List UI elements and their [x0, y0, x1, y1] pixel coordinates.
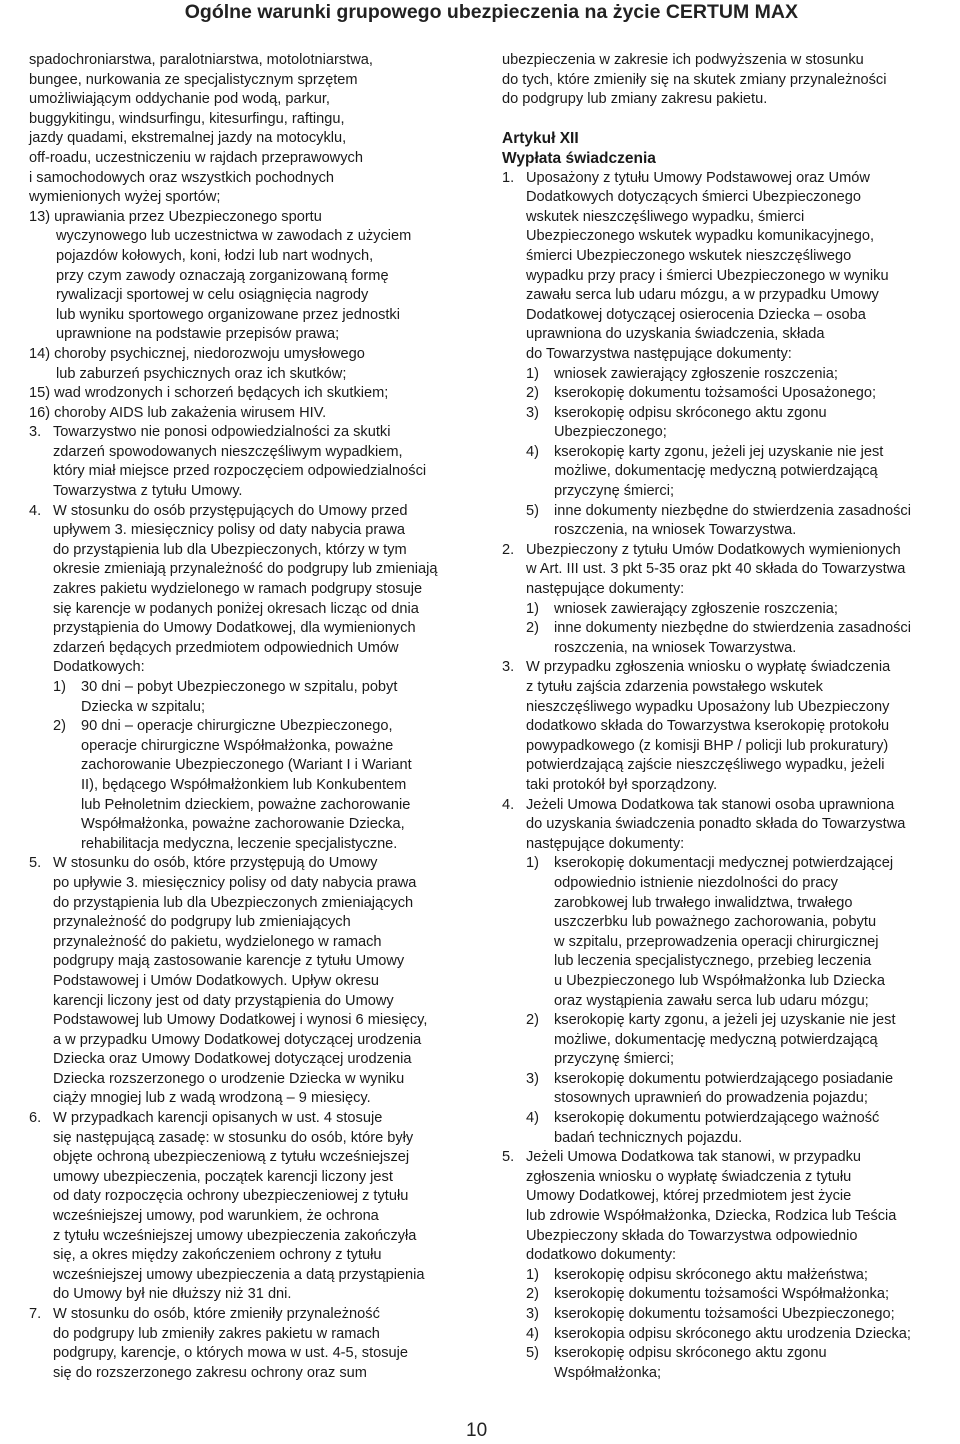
text-line: off-roadu, uczestniczeniu w rajdach przeprawowych	[29, 149, 363, 166]
text-line	[502, 169, 942, 189]
text-line: a w przypadku Umowy Dodatkowej dotyczącej urodzenia	[53, 1031, 422, 1048]
article-heading: Wypłata świadczenia	[502, 149, 656, 167]
text-line	[502, 365, 942, 385]
list-item-number: 1)	[53, 679, 66, 695]
text-line: odpowiednio istnienie niezdolności do pracy	[554, 874, 838, 891]
text-line: 14) choroby psychicznej, niedorozwoju umysłowego	[29, 345, 365, 362]
text-line: zarobkowej lub trwałego inwalidztwa, trwałego	[554, 894, 853, 911]
list-item-text: inne dokumenty niezbędne do stwierdzenia zasadności	[554, 620, 911, 637]
text-line: zgłoszenia wniosku o wypłatę świadczenia z tytułu	[526, 1168, 852, 1185]
text-line: umowy ubezpieczenia, początek karencji liczony jest	[53, 1168, 393, 1185]
text-line	[29, 854, 465, 874]
text-line: do Umowy był nie dłuższy niż 31 dni.	[53, 1286, 292, 1303]
text-line: podgrupy mają zastosowanie karencje z tytułu Umowy	[53, 953, 405, 970]
text-line: do podgrupy lub zmiany zakresu pakietu.	[502, 91, 768, 108]
list-item-number: 3)	[526, 1306, 539, 1322]
list-item-number: 2)	[526, 620, 539, 637]
paragraph-number: 4.	[502, 796, 515, 813]
text-line	[502, 796, 942, 816]
paragraph-text: W przypadku zgłoszenia wniosku o wypłatę świadczenia	[526, 659, 891, 676]
text-line	[29, 717, 465, 737]
text-line: przy czym zawody oznaczają zorganizowaną formę	[56, 267, 389, 284]
text-line: roszczenia, na wniosek Towarzystwa.	[554, 639, 797, 656]
paragraph-text: Ubezpieczony z tytułu Umów Dodatkowych wymienionych	[526, 541, 901, 558]
paragraph-text: W stosunku do osób, które zmieniły przynależność	[53, 1306, 380, 1322]
text-line: wskutek nieszczęśliwego wypadku, śmierci	[526, 208, 805, 225]
text-line: u Ubezpieczonego lub Współmałżonka lub Dziecka	[554, 972, 885, 989]
list-item-number: 3)	[526, 1070, 539, 1087]
text-line: bungee, nurkowania ze specjalistycznym sprzętem	[29, 71, 358, 88]
right-column	[502, 51, 942, 1383]
text-line	[29, 678, 465, 698]
list-item-number: 2)	[53, 718, 66, 735]
text-line: w szpitalu, przeprowadzenia operacji chirurgicznej	[554, 933, 879, 950]
text-line: Ubezpieczonego wskutek wypadku komunikacyjnego,	[526, 228, 875, 245]
text-line: Podstawowej lub Umowy Dodatkowej i wynosi 6 miesięcy,	[53, 1012, 428, 1029]
list-item-text: kserokopię odpisu skróconego aktu zgonu	[554, 1345, 827, 1362]
text-line: przynależność do pakietu, wydzielonego w ramach	[53, 933, 382, 950]
text-line: rehabilitacja medyczna, leczenie specjalistyczne.	[81, 835, 398, 852]
text-line: do tych, które zmieniły się na skutek zmiany przynależności	[502, 71, 887, 88]
text-line: przyczynę śmierci;	[554, 1051, 675, 1068]
text-line: lub wyniku sportowego organizowane przez jednostki	[56, 306, 400, 323]
left-column	[29, 51, 465, 1383]
text-line	[502, 502, 942, 522]
list-item-text: kserokopię karty zgonu, a jeżeli jej uzyskanie nie jest	[554, 1012, 896, 1029]
paragraph-number: 5.	[502, 1149, 515, 1166]
text-line	[502, 658, 942, 678]
text-line: badań technicznych pojazdu.	[554, 1129, 743, 1146]
text-line: roszczenia, na wniosek Towarzystwa.	[554, 522, 797, 539]
text-line	[502, 1305, 942, 1325]
text-line: do Towarzystwa następujące dokumenty:	[526, 345, 792, 362]
text-line: umożliwiającym oddychanie pod wodą, parkur,	[29, 91, 330, 108]
text-line: Dziecka oraz Umowy Dodatkowej dotyczącej urodzenia	[53, 1051, 412, 1068]
list-item-number: 1)	[526, 365, 539, 382]
text-line: zdarzeń spowodowanych nieszczęśliwym wypadkiem,	[53, 443, 403, 460]
list-item-number: 5)	[526, 502, 539, 519]
text-line: rywalizacji sportowej w celu osiągnięcia nagrody	[56, 287, 369, 304]
text-line: potwierdzającą zajście nieszczęśliwego wypadku, jeżeli	[526, 757, 885, 774]
text-line	[502, 1148, 942, 1168]
list-item-text: inne dokumenty niezbędne do stwierdzenia zasadności	[554, 502, 911, 519]
text-line: 13) uprawiania przez Ubezpieczonego sportu	[29, 208, 322, 225]
text-line	[502, 619, 942, 639]
article-heading: Artykuł XII	[502, 130, 579, 148]
list-item-number: 5)	[526, 1345, 539, 1362]
paragraph-number: 2.	[502, 541, 515, 558]
text-line: operacje chirurgiczne Współmałżonka, poważne	[81, 737, 394, 754]
page-number: 10	[466, 1420, 488, 1441]
text-line: uszczerbku lub poważnego zachorowania, pobytu	[554, 914, 877, 931]
list-item-number: 2)	[526, 385, 539, 402]
list-item-number: 4)	[526, 1325, 539, 1342]
list-item-number: 1)	[526, 855, 539, 872]
text-line: zawału serca lub udaru mózgu, a w przypadku Umowy	[526, 287, 879, 304]
paragraph-number: 3.	[502, 659, 515, 676]
text-line: lub leczenia specjalistycznego, przebieg leczenia	[554, 953, 872, 970]
document-title: Ogólne warunki grupowego ubezpieczenia na życie CERTUM MAX	[184, 1, 798, 23]
text-line	[502, 384, 942, 404]
text-line: Podstawowej i Umów Dodatkowych. Upływ okresu	[53, 972, 380, 989]
text-line: buggykitingu, windsurfingu, kitesurfingu, raftingu,	[29, 110, 345, 127]
list-item-text: wniosek zawierający zgłoszenie roszczenia;	[554, 365, 838, 382]
text-line: uprawniona do uzyskania świadczenia, składa	[526, 326, 825, 343]
list-item-text: kserokopię dokumentu potwierdzającego ważność	[554, 1110, 880, 1127]
text-line	[502, 1344, 942, 1364]
text-line: pojazdów kołowych, koni, łodzi lub nart wodnych,	[56, 247, 374, 264]
text-line: wcześniejszej umowy, pod warunkiem, że ochrona	[53, 1208, 379, 1225]
list-item-number: 2)	[526, 1012, 539, 1029]
text-line: możliwe, dokumentację medyczną potwierdzającą	[554, 463, 878, 480]
paragraph-text: W stosunku do osób, które przystępują do Umowy	[53, 855, 378, 872]
text-line: przyczynę śmierci;	[554, 483, 675, 500]
spacer	[502, 110, 942, 130]
text-line	[502, 1266, 942, 1286]
text-line: podgrupy, karencje, o których mowa w ust. 4-5, stosuje	[53, 1345, 409, 1362]
text-line: możliwe, dokumentację medyczną potwierdzającą	[554, 1031, 878, 1048]
text-line: Dodatkowej dotyczącej osierocenia Dziecka – osoba	[526, 306, 866, 323]
text-line: II), będącego Współmałżonkiem lub Konkubentem	[81, 776, 407, 793]
text-line: Dziecka w szpitalu;	[81, 698, 206, 715]
paragraph-text: W stosunku do osób przystępujących do Umowy przed	[53, 502, 408, 519]
text-line: z tytułu zajścia zdarzenia powstałego wskutek	[526, 679, 823, 695]
list-item-text: kserokopię odpisu skróconego aktu zgonu	[554, 404, 827, 421]
list-item-text: kserokopię dokumentu potwierdzającego posiadanie	[554, 1070, 894, 1087]
list-item-text: kserokopię dokumentu tożsamości Uposażonego;	[554, 385, 877, 402]
text-line: się karencje w podanych poniżej okresach licząc od dnia	[53, 600, 419, 617]
text-line: do podgrupy lub zmieniły zakres pakietu w ramach	[53, 1325, 380, 1342]
text-line: taki protokół był sporządzony.	[526, 776, 718, 793]
text-line: od daty rozpoczęcia ochrony ubezpieczeniowej z tytułu	[53, 1188, 409, 1205]
text-line: wypadku przy pracy i śmierci Ubezpieczonego w wyniku	[526, 267, 889, 284]
text-line	[502, 600, 942, 620]
text-line: wcześniejszej umowy ubezpieczenia a datą przystąpienia	[53, 1266, 425, 1283]
text-line: Umowy Dodatkowej, której przedmiotem jest życie	[526, 1188, 852, 1205]
paragraph-text: Jeżeli Umowa Dodatkowa tak stanowi osoba uprawniona	[526, 796, 895, 813]
paragraph-text: W przypadkach karencji opisanych w ust. 4 stosuje	[53, 1110, 383, 1127]
paragraph-number: 6.	[29, 1110, 42, 1127]
text-line: ciąży mnogiej lub z wadą wrodzoną – 9 miesięcy.	[53, 1090, 371, 1107]
text-line: do przystąpienia lub dla Ubezpieczonych zmieniających	[53, 894, 414, 911]
paragraph-number: 5.	[29, 855, 42, 872]
text-line: objęte ochroną ubezpieczeniową z tytułu wcześniejszej	[53, 1149, 410, 1166]
paragraph-text: Uposażony z tytułu Umowy Podstawowej oraz Umów	[526, 169, 870, 186]
list-item-number: 3)	[526, 404, 539, 421]
list-item-text: kserokopię karty zgonu, jeżeli jej uzyskanie nie jest	[554, 443, 884, 460]
text-line: upływem 3. miesięcznicy polisy od daty nabycia prawa	[53, 522, 406, 539]
text-line	[502, 404, 942, 424]
text-line: przystąpienia do Umowy Dodatkowej, dla wymienionych	[53, 620, 416, 637]
text-line	[502, 1325, 942, 1345]
text-line: uprawnione na podstawie przepisów prawa;	[56, 326, 340, 343]
text-line: w Art. III ust. 3 pkt 5-35 oraz pkt 40 składa do Towarzystwa	[526, 561, 906, 578]
text-line: ubezpieczenia w zakresie ich podwyższenia w stosunku	[502, 52, 864, 68]
text-line	[502, 541, 942, 561]
text-line	[29, 502, 465, 522]
text-line	[502, 1109, 942, 1129]
text-line: spadochroniarstwa, paralotniarstwa, motolotniarstwa,	[29, 52, 373, 68]
text-line: jazdy quadami, ekstremalnej jazdy na motocyklu,	[29, 130, 347, 147]
text-line: Dodatkowych:	[53, 659, 145, 676]
text-line	[502, 443, 942, 463]
text-line	[29, 1109, 465, 1129]
text-line: Współmałżonka;	[554, 1364, 662, 1381]
paragraph-number: 1.	[502, 169, 515, 186]
text-line	[29, 423, 465, 443]
list-item-text: kserokopię dokumentu tożsamości Współmałżonka;	[554, 1286, 889, 1303]
text-line: przynależność do podgrupy lub zmieniających	[53, 914, 351, 931]
paragraph-text: Jeżeli Umowa Dodatkowa tak stanowi, w przypadku	[526, 1149, 861, 1166]
text-line: Towarzystwa z tytułu Umowy.	[53, 483, 243, 500]
text-line	[502, 1285, 942, 1305]
list-item-text: 90 dni – operacje chirurgiczne Ubezpieczonego,	[81, 718, 393, 735]
text-line: z tytułu wcześniejszej umowy ubezpieczenia zakończyła	[53, 1227, 417, 1244]
list-item-number: 1)	[526, 600, 539, 617]
text-line: dodatkowo dokumenty:	[526, 1247, 677, 1264]
text-line: zakres pakietu wydzielonego w ramach podgrupy stosuje	[53, 581, 423, 598]
text-line: po upływie 3. miesięcznicy polisy od daty nabycia prawa	[53, 874, 417, 891]
text-line: lub zdrowie Współmałżonka, Dziecka, Rodzica lub Teścia	[526, 1208, 897, 1225]
text-line	[502, 854, 942, 874]
paragraph-number: 3.	[29, 424, 42, 441]
page-header	[0, 0, 960, 30]
text-line: Ubezpieczonego;	[554, 424, 667, 441]
text-line: Ubezpieczony składa do Towarzystwa odpowiednio	[526, 1227, 858, 1244]
text-line: się, a okres między zakończeniem ochrony z tytułu	[53, 1247, 382, 1264]
text-line	[29, 1305, 465, 1325]
paragraph-number: 4.	[29, 502, 42, 519]
text-line: się do rozszerzonego zakresu ochrony oraz sum	[53, 1364, 367, 1381]
list-item-number: 2)	[526, 1286, 539, 1303]
text-line: Dziecka rozszerzonego o urodzenie Dziecka w wyniku	[53, 1070, 405, 1087]
text-line: zachorowanie Ubezpieczonego (Wariant I i Wariant	[81, 757, 412, 774]
text-line: stosownych uprawnień do prowadzenia pojazdu;	[554, 1090, 868, 1107]
list-item-text: kserokopię dokumentu tożsamości Ubezpieczonego;	[554, 1306, 895, 1322]
text-line: zdarzeń będących przedmiotem odpowiednich Umów	[53, 639, 399, 656]
text-line: do przystąpienia lub dla Ubezpieczonych, którzy w tym	[53, 541, 407, 558]
paragraph-number: 7.	[29, 1306, 42, 1322]
text-line: i samochodowych oraz wszystkich pochodnych	[29, 169, 334, 186]
text-line	[502, 1070, 942, 1090]
text-line	[502, 1011, 942, 1031]
list-item-number: 1)	[526, 1266, 539, 1283]
text-line: następujące dokumenty:	[526, 581, 685, 598]
text-line: nieszczęśliwego wypadku Uposażony lub Ubezpieczony	[526, 698, 890, 715]
text-line: karencji liczony jest od daty przystąpienia do Umowy	[53, 992, 394, 1009]
text-line: który miał miejsce przed rozpoczęciem odpowiedzialności	[53, 463, 427, 480]
text-line: okresie zmieniają przynależność do podgrupy lub zmieniają	[53, 561, 438, 578]
text-line: do uzyskania świadczenia ponadto składa do Towarzystwa	[526, 816, 906, 833]
text-line: wyczynowego lub uczestnictwa w zawodach z użyciem	[56, 228, 412, 245]
text-line: lub zaburzeń psychicznych oraz ich skutków;	[56, 365, 347, 382]
text-line: się następującą zasadę: w stosunku do osób, które były	[53, 1129, 414, 1146]
list-item-text: kserokopia odpisu skróconego aktu urodzenia Dziecka;	[554, 1325, 911, 1342]
list-item-number: 4)	[526, 443, 539, 460]
text-line: powypadkowego (z komisji BHP / policji lub prokuratury)	[526, 737, 889, 754]
list-item-text: wniosek zawierający zgłoszenie roszczenia;	[554, 600, 838, 617]
text-line: następujące dokumenty:	[526, 835, 685, 852]
text-line: lub Pełnoletnim dzieckiem, poważne zachorowanie	[81, 796, 411, 813]
list-item-number: 4)	[526, 1110, 539, 1127]
paragraph-text: Towarzystwo nie ponosi odpowiedzialności za skutki	[53, 424, 391, 441]
text-line: 16) choroby AIDS lub zakażenia wirusem HIV.	[29, 404, 327, 421]
list-item-text: kserokopię dokumentacji medycznej potwierdzającej	[554, 855, 894, 872]
text-line: Dodatkowych dotyczących śmierci Ubezpieczonego	[526, 189, 862, 206]
list-item-text: 30 dni – pobyt Ubezpieczonego w szpitalu, pobyt	[81, 679, 398, 695]
text-line: Współmałżonka, poważne zachorowanie Dziecka,	[81, 816, 405, 833]
list-item-text: kserokopię odpisu skróconego aktu małżeństwa;	[554, 1266, 868, 1283]
text-line: dodatkowo składa do Towarzystwa kserokopię protokołu	[526, 718, 890, 735]
text-line: śmierci Ubezpieczonego wskutek nieszczęśliwego	[526, 247, 852, 264]
text-line: wymienionych wyżej sportów;	[29, 189, 221, 206]
text-line: 15) wad wrodzonych i schorzeń będących ich skutkiem;	[29, 385, 389, 402]
text-line: oraz wystąpienia zawału serca lub udaru mózgu;	[554, 992, 869, 1009]
